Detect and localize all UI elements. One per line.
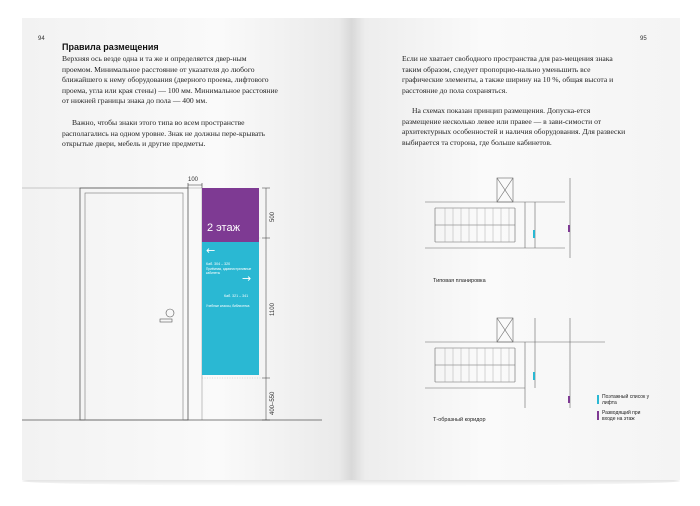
marker-entry-sign [568,225,570,232]
door-frame [80,188,188,420]
door-leaf [85,193,183,420]
floor-plan-t-corridor [425,318,605,408]
legend-label-entry: Разводящий при входе на этаж [602,410,641,422]
legend-item-lift [597,394,652,406]
legend-swatch-purple [597,411,599,420]
marker-entry-sign-2 [568,396,570,403]
marker-lift-list [533,230,535,238]
plan1-caption: Типовая планировка [433,278,486,284]
sign-header-purple [202,188,259,242]
dim-top-offset: 100 [188,177,199,183]
dim-lower: 400–550 [270,391,276,415]
door-sign-drawing [22,175,352,455]
room-range-2: Каб. 321 – 341 [224,294,249,298]
dim-upper: 500 [270,211,276,222]
left-paragraph-2: Важно, чтобы знаки этого типа во всем пространстве располагались на одном уровне. Знак не должны пере-крывать открытые двери, мебель и другие предметы. [62,118,265,149]
legend-swatch-cyan [597,395,599,404]
arrow-left-icon: ← [206,244,216,257]
door-handle-icon [166,309,174,317]
arrow-right-icon: → [242,272,252,285]
sign-floor-label: 2 этаж [207,222,240,234]
legend-item-entry [597,410,652,422]
section-heading: Правила размещения [62,42,159,52]
right-paragraph-1: Если не хватает свободного пространства для раз-мещения знака таким образом, следует пропорцио-нально уменьшить все графические элементы, а также ширину на 10 %, общая высота и расстояние до пола сохраняться. [402,54,614,95]
right-paragraph-2: На схемах показан принцип размещения. Допуска-ется размещение несколько левее или правее — в зави-симости от архитектурных особенностей и наличия оборудования. Для развески выбирается та сторона, где больше кабинетов. [402,106,626,147]
room-desc-2: Учебные классы, библиотека [206,304,250,308]
left-page-number: 94 [38,36,45,42]
wayfinding-sign [202,188,259,375]
plan2-caption: Т-образный коридор [433,417,486,423]
legend-label-lift: Поэтажный список у лифта [602,394,650,406]
sign-body-cyan [202,242,259,375]
dim-middle: 1100 [270,303,276,316]
left-paragraph-1: Верхняя ось везде одна и та же и определяется двер-ным проемом. Минимальное расстояние от указателя до любого ближайшего к нему оборудования (дверного проема, лифтового проема, угла или края стены) — 100 мм. Минимальное расстояние от нижней границы знака до пола — 400 мм. [62,54,278,106]
room-range-1: Каб. 304 – 320 [206,262,231,266]
room-desc-1: Приёмная, административные кабинеты [206,267,252,275]
marker-lift-list-2 [533,372,535,380]
floor-plan-typical [425,178,605,258]
right-page-number: 95 [640,36,647,42]
